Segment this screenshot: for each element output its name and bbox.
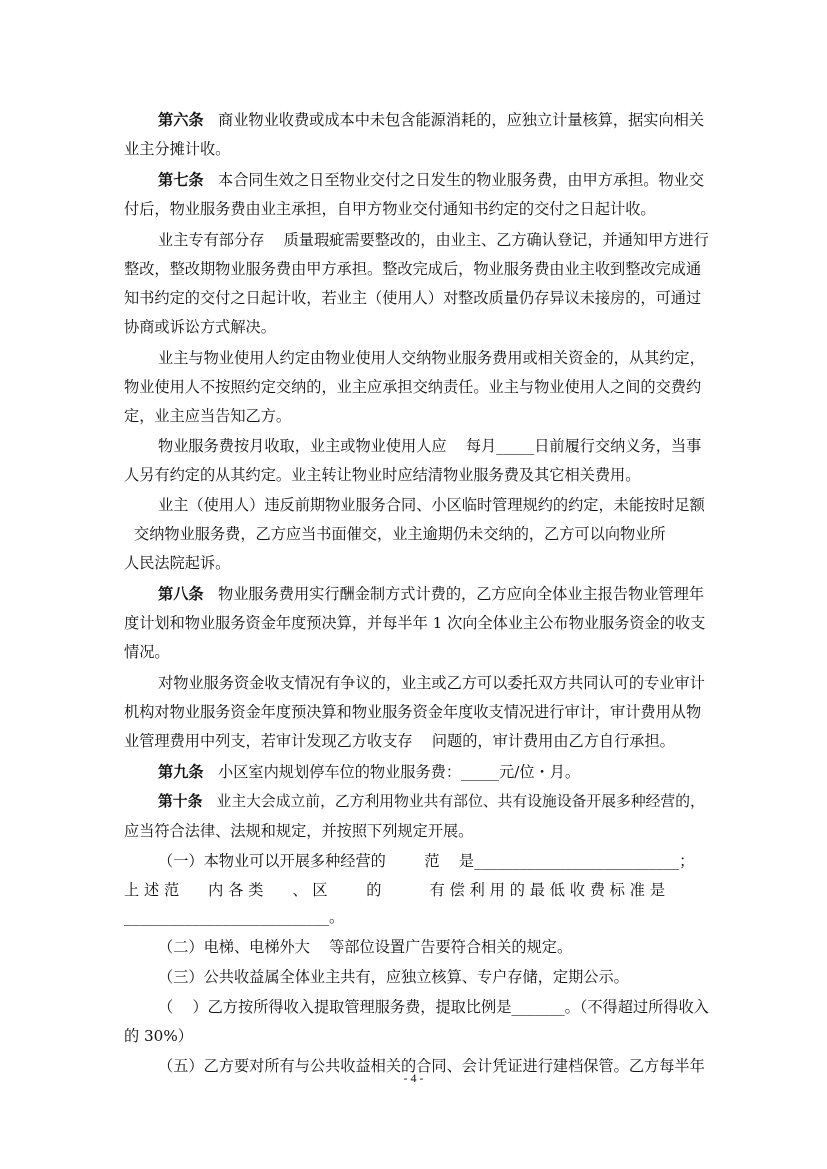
- paragraph-text: 人另有约定的从其约定。业主转让物业时应结清物业服务费及其它相关费用。: [124, 466, 641, 484]
- paragraph-text: 机构对物业服务资金年度预决算和物业服务资金年度收支情况进行审计，审计费用从物: [124, 703, 702, 721]
- page-number: - 4 -: [403, 1071, 424, 1085]
- text-line: [158, 110, 704, 130]
- text-line: [124, 259, 701, 279]
- text-line: [124, 702, 701, 722]
- paragraph-text: 交纳物业服务费，乙方应当书面催交，业主逾期仍未交纳的，乙方可以向物业所: [134, 525, 666, 543]
- text-line: [124, 199, 656, 219]
- text-line: [124, 553, 230, 573]
- text-line: [158, 436, 701, 456]
- text-line: [124, 139, 230, 159]
- paragraph-text: 情况。: [124, 643, 170, 661]
- article-heading: 第十条: [158, 793, 203, 810]
- paragraph-text: 小区室内规划停车位的物业服务费：_____元/位・月。: [203, 763, 581, 781]
- paragraph-text: 整改，整改期物业服务费由甲方承担。整改完成后，物业服务费由业主收到整改完成通: [124, 260, 702, 278]
- text-line: [124, 1026, 193, 1046]
- paragraph-text: （三）公共收益属全体业主共有，应独立核算、专户存储，定期公示。: [158, 968, 629, 986]
- paragraph-text: ___________________________。: [124, 908, 345, 926]
- paragraph-text: （ ）乙方按所得收入提取管理服务费，提取比例是_______。（不得超过所得收入: [158, 998, 709, 1016]
- text-line: [124, 907, 344, 927]
- text-line: [124, 406, 291, 426]
- text-line: [124, 317, 276, 337]
- paragraph-text: （一）本物业可以开展多种经营的 范 是___________________________；: [158, 852, 695, 870]
- text-line: [124, 288, 701, 308]
- paragraph-text: 物业服务费用实行酬金制方式计费的，乙方应向全体业主报告物业管理年: [203, 585, 705, 603]
- paragraph-text: 度计划和物业服务资金年度预决算，并每半年 1 次向全体业主公布物业服务资金的收支: [124, 614, 706, 632]
- paragraph-text: 协商或诉讼方式解决。: [124, 318, 276, 336]
- paragraph-text: 应当符合法律、法规和规定，并按照下列规定开展。: [124, 822, 474, 840]
- paragraph-text: 付后，物业服务费由业主承担，自甲方物业交付通知书约定的交付之日起计收。: [124, 200, 656, 218]
- paragraph-text: （五）乙方要对所有与公共收益相关的合同、会计凭证进行建档保管。乙方每半年: [158, 1057, 705, 1075]
- paragraph-text: 本合同生效之日至物业交付之日发生的物业服务费，由甲方承担。物业交: [203, 171, 705, 189]
- paragraph-text: 业主（使用人）违反前期物业服务合同、小区临时管理规约的约定，未能按时足额: [158, 496, 705, 514]
- paragraph-text: 业主与物业使用人约定由物业使用人交纳物业服务费用或相关资金的，从其约定，: [158, 349, 705, 367]
- text-line: [158, 584, 704, 604]
- paragraph-text: 业主分摊计收。: [124, 140, 231, 158]
- paragraph-text: 定，业主应当告知乙方。: [124, 407, 292, 425]
- text-line: [158, 495, 705, 515]
- text-line: [124, 821, 473, 841]
- text-line: [124, 731, 675, 751]
- text-line: [124, 613, 705, 633]
- paragraph-text: 人民法院起诉。: [124, 554, 231, 572]
- paragraph-text: 业管理费用中列支，若审计发现乙方收支存 问题的，审计费用由乙方自行承担。: [124, 732, 675, 750]
- article-heading: 第六条: [158, 111, 204, 129]
- text-line: [158, 348, 705, 368]
- text-line: [158, 851, 694, 871]
- article-heading: 第九条: [158, 763, 204, 781]
- paragraph-text: 商业物业收费或成本中未包含能源消耗的，应独立计量核算，据实向相关: [203, 111, 705, 129]
- text-line: [158, 792, 705, 812]
- text-line: [158, 997, 709, 1017]
- text-line: [158, 170, 704, 190]
- text-line: [158, 967, 629, 987]
- paragraph-text: 上 述 范 内 各 类 、 区 的 有 偿 利 用 的 最 低 收 费 标 准 是: [124, 881, 666, 899]
- paragraph-text: 对物业服务资金收支情况有争议的，业主或乙方可以委托双方共同认可的专业审计: [158, 674, 705, 692]
- article-heading: 第八条: [158, 585, 204, 603]
- paragraph-text: 物业服务费按月收取，业主或物业使用人应 每月_____日前履行交纳义务，当事: [158, 437, 702, 455]
- text-line: [158, 673, 705, 693]
- paragraph-text: 物业使用人不按照约定交纳的，业主应承担交纳责任。业主与物业使用人之间的交费约: [124, 378, 702, 396]
- paragraph-text: 的 30%）: [124, 1027, 193, 1045]
- text-line: [158, 937, 572, 957]
- article-heading: 第七条: [158, 171, 204, 189]
- paragraph-text: 知书约定的交付之日起计收，若业主（使用人）对整改质量仍存异议未接房的，可通过: [124, 289, 702, 307]
- text-line: [158, 230, 709, 250]
- paragraph-text: 业主专有部分存 质量瑕疵需要整改的，由业主、乙方确认登记，并通知甲方进行: [158, 231, 709, 249]
- text-line: [124, 465, 640, 485]
- text-line: [124, 377, 701, 397]
- text-line: [158, 762, 580, 782]
- text-line: [124, 880, 665, 900]
- paragraph-text: （二）电梯、电梯外大 等部位设置广告要符合相关的规定。: [158, 938, 573, 956]
- text-line: [134, 524, 666, 544]
- paragraph-text: 业主大会成立前，乙方利用物业共有部位、共有设施设备开展多种经营的，: [202, 793, 705, 810]
- text-line: [124, 642, 170, 662]
